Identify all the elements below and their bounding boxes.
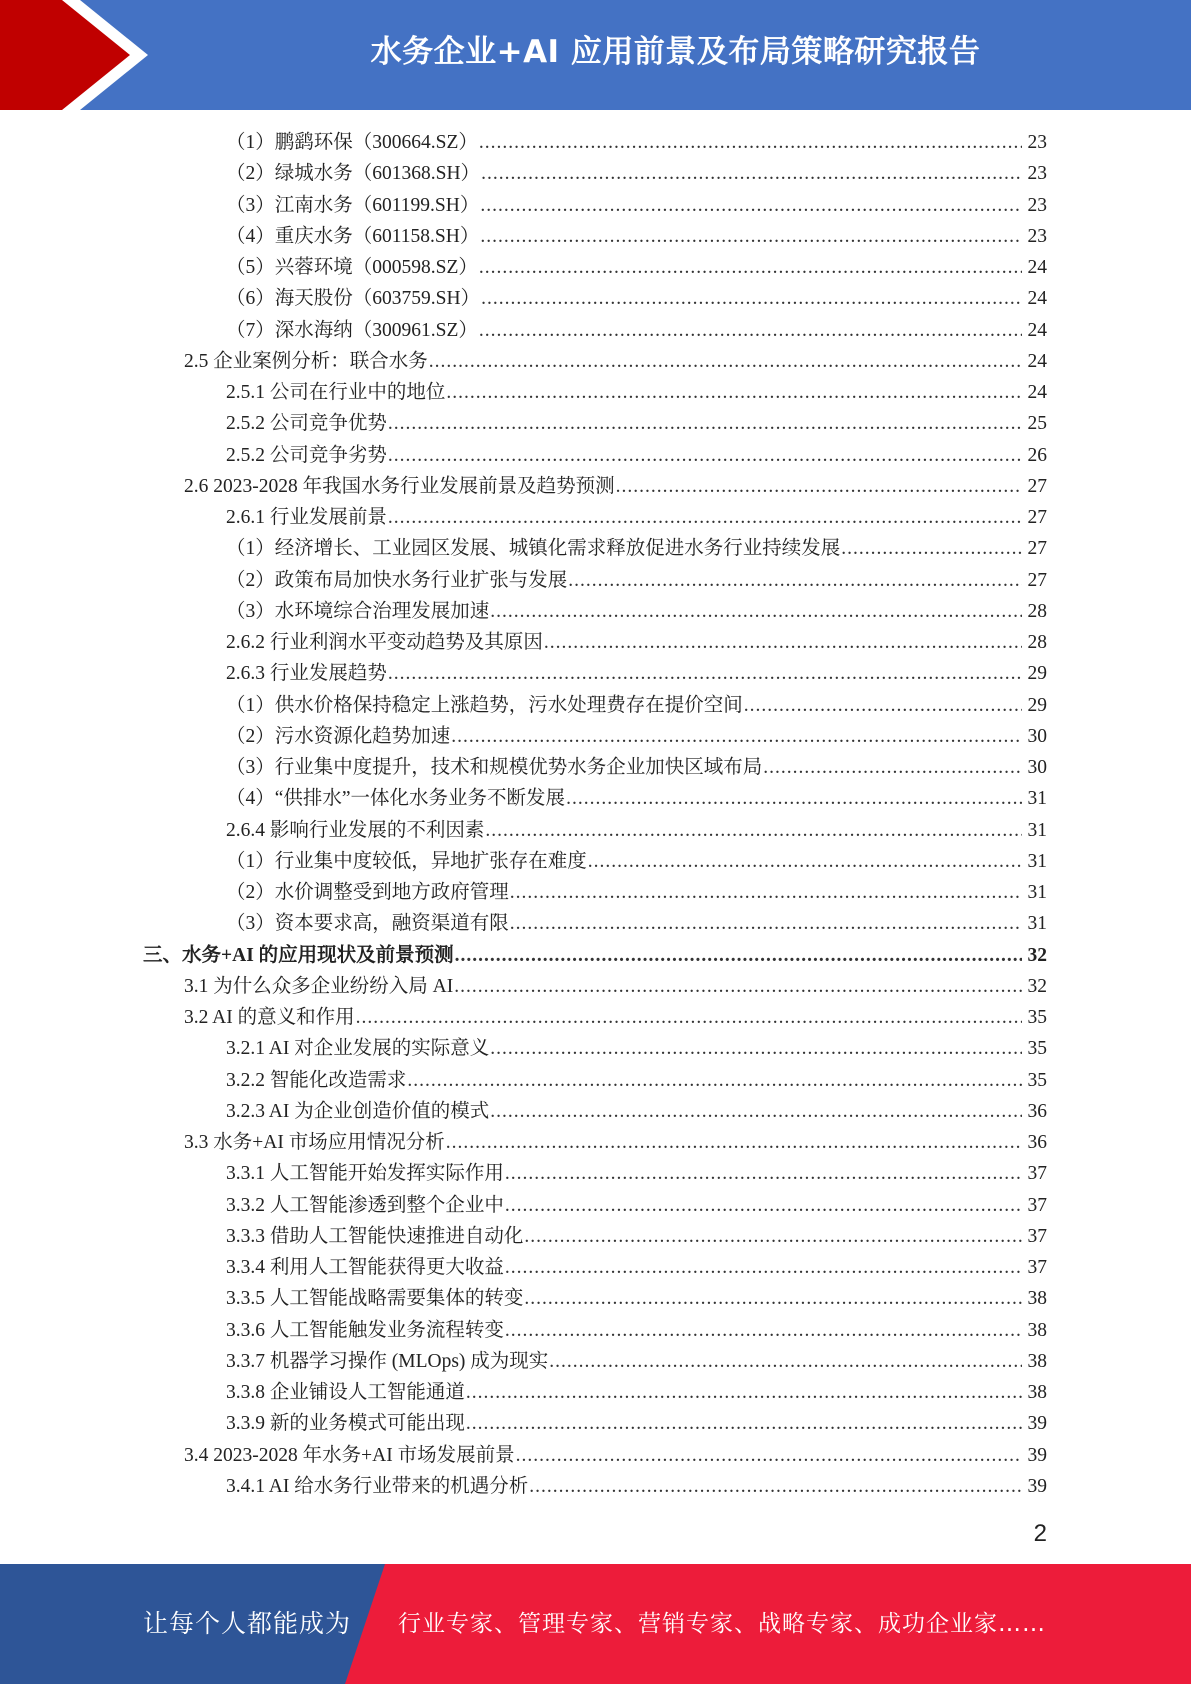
toc-entry-page: 24 [1027, 257, 1047, 278]
toc-entry-page: 37 [1027, 1194, 1047, 1216]
toc-leader-dots [505, 1158, 1022, 1189]
toc-entry-title: （1）经济增长、工业园区发展、城镇化需求释放促进水务行业持续发展 [226, 538, 841, 560]
toc-entry[interactable] [0, 1221, 1191, 1252]
toc-leader-dots [454, 971, 1022, 1002]
toc-entry-page: 39 [1027, 1413, 1047, 1435]
toc-entry-title: 2.6.2 行业利润水平变动趋势及其原因 [226, 632, 543, 653]
toc-leader-dots [480, 221, 1022, 252]
toc-leader-dots [479, 127, 1022, 158]
toc-leader-dots [505, 1252, 1022, 1283]
toc-entry-page: 38 [1027, 1382, 1047, 1403]
toc-leader-dots [388, 658, 1022, 689]
toc-leader-dots [505, 1315, 1022, 1346]
toc-entry-title: 3.4 2023-2028 年水务+AI 市场发展前景 [184, 1444, 515, 1466]
toc-entry-title: （1）供水价格保持稳定上涨趋势，污水处理费存在提价空间 [226, 694, 743, 716]
toc-entry-title: 3.2.1 AI 对企业发展的实际意义 [226, 1038, 490, 1060]
toc-entry[interactable] [0, 721, 1191, 752]
toc-entry[interactable] [0, 1065, 1191, 1096]
toc-entry[interactable] [0, 221, 1191, 252]
toc-entry-title: 2.6.4 影响行业发展的不利因素 [226, 819, 485, 841]
toc-entry-title: 3.3.5 人工智能战略需要集体的转变 [226, 1288, 524, 1310]
toc-entry-page: 37 [1027, 1225, 1047, 1247]
toc-entry-title: （1）鹏鹞环保（300664.SZ） [226, 132, 478, 153]
table-of-contents [0, 127, 1191, 1502]
toc-entry-title: 3.1 为什么众多企业纷纷入局 AI [184, 975, 454, 997]
toc-leader-dots [524, 1221, 1022, 1252]
toc-leader-dots [429, 346, 1022, 377]
toc-entry[interactable] [0, 846, 1191, 877]
toc-entry-page: 31 [1027, 819, 1047, 841]
toc-entry-page: 25 [1027, 413, 1047, 435]
toc-entry-title: 3.3.8 企业铺设人工智能通道 [226, 1382, 465, 1403]
toc-entry-title: （3）资本要求高，融资渠道有限 [226, 913, 509, 935]
toc-leader-dots [451, 721, 1022, 752]
toc-entry-title: 3.2.3 AI 为企业创造价值的模式 [226, 1100, 490, 1122]
toc-entry[interactable] [0, 502, 1191, 533]
toc-entry-title: （3）水环境综合治理发展加速 [226, 600, 490, 622]
toc-entry[interactable] [0, 1283, 1191, 1314]
toc-leader-dots [566, 783, 1022, 814]
toc-entry[interactable] [0, 877, 1191, 908]
toc-entry-title: 2.6.3 行业发展趋势 [226, 663, 387, 685]
toc-entry-page: 24 [1027, 350, 1047, 372]
toc-entry-title: 3.2 AI 的意义和作用 [184, 1007, 355, 1028]
toc-entry-page: 28 [1027, 632, 1047, 653]
toc-entry-title: （4）“供排水”一体化水务业务不断发展 [226, 788, 566, 810]
toc-leader-dots [356, 1002, 1022, 1033]
toc-entry-title: 3.3 水务+AI 市场应用情况分析 [184, 1132, 445, 1153]
toc-entry[interactable] [0, 127, 1191, 158]
toc-leader-dots [479, 252, 1022, 283]
footer-banner [0, 1564, 1191, 1684]
toc-leader-dots [568, 565, 1022, 596]
toc-leader-dots [480, 190, 1022, 221]
toc-entry-page: 23 [1027, 132, 1047, 153]
toc-entry-page: 35 [1027, 1007, 1047, 1028]
toc-entry-title: （6）海天股份（603759.SH） [226, 288, 481, 310]
toc-leader-dots [510, 877, 1022, 908]
toc-entry[interactable] [0, 283, 1191, 314]
toc-leader-dots [841, 533, 1022, 564]
toc-entry-page: 32 [1027, 944, 1047, 966]
toc-entry-page: 26 [1027, 444, 1047, 466]
toc-entry-title: 3.3.2 人工智能渗透到整个企业中 [226, 1194, 504, 1216]
toc-entry[interactable] [0, 940, 1191, 971]
toc-entry-page: 31 [1027, 850, 1047, 872]
toc-leader-dots [490, 1033, 1022, 1064]
toc-entry-page: 31 [1027, 913, 1047, 935]
toc-entry-page: 27 [1027, 538, 1047, 560]
toc-entry-page: 24 [1027, 382, 1047, 403]
toc-entry[interactable] [0, 1002, 1191, 1033]
toc-entry-page: 38 [1027, 1288, 1047, 1310]
toc-entry-title: 2.6 2023-2028 年我国水务行业发展前景及趋势预测 [184, 475, 615, 497]
toc-entry-title: 3.3.7 机器学习操作 (MLOps) 成为现实 [226, 1350, 549, 1372]
toc-entry[interactable] [0, 815, 1191, 846]
toc-entry[interactable] [0, 346, 1191, 377]
toc-entry-title: 3.3.3 借助人工智能快速推进自动化 [226, 1225, 524, 1247]
toc-entry[interactable] [0, 690, 1191, 721]
toc-entry-title: 2.5.1 公司在行业中的地位 [226, 382, 446, 403]
toc-entry-title: 3.3.9 新的业务模式可能出现 [226, 1413, 465, 1435]
toc-entry-title: （2）政策布局加快水务行业扩张与发展 [226, 569, 568, 591]
toc-entry[interactable] [0, 1377, 1191, 1408]
toc-entry[interactable] [0, 252, 1191, 283]
toc-entry[interactable] [0, 752, 1191, 783]
toc-entry-title: 3.2.2 智能化改造需求 [226, 1069, 407, 1091]
toc-entry-title: （5）兴蓉环境（000598.SZ） [226, 257, 478, 278]
toc-entry-page: 31 [1027, 788, 1047, 810]
toc-entry-page: 23 [1027, 194, 1047, 216]
toc-entry-page: 35 [1027, 1069, 1047, 1091]
toc-leader-dots [479, 315, 1022, 346]
toc-leader-dots [744, 690, 1022, 721]
toc-entry[interactable] [0, 908, 1191, 939]
toc-entry-page: 28 [1027, 600, 1047, 622]
toc-leader-dots [481, 283, 1022, 314]
toc-leader-dots [481, 158, 1022, 189]
toc-entry-title: （2）污水资源化趋势加速 [226, 725, 451, 747]
toc-leader-dots [516, 1440, 1022, 1471]
toc-entry-title: （3）江南水务（601199.SH） [226, 194, 480, 216]
toc-entry-title: 2.5.2 公司竞争优势 [226, 413, 387, 435]
toc-entry-title: 三、水务+AI 的应用现状及前景预测 [143, 944, 454, 966]
toc-entry-title: 2.5 企业案例分析：联合水务 [184, 350, 428, 372]
toc-leader-dots [510, 908, 1022, 939]
toc-entry[interactable] [0, 627, 1191, 658]
toc-leader-dots [616, 471, 1022, 502]
toc-leader-dots [490, 1096, 1022, 1127]
toc-entry-page: 37 [1027, 1163, 1047, 1185]
toc-entry[interactable] [0, 1190, 1191, 1221]
toc-leader-dots [466, 1377, 1022, 1408]
toc-entry[interactable] [0, 315, 1191, 346]
toc-entry-page: 30 [1027, 757, 1047, 778]
toc-entry-page: 29 [1027, 694, 1047, 716]
toc-entry-page: 39 [1027, 1475, 1047, 1497]
page-number: 2 [1033, 1520, 1047, 1547]
toc-entry-page: 27 [1027, 507, 1047, 528]
toc-entry-title: 2.5.2 公司竞争劣势 [226, 444, 387, 466]
toc-entry[interactable] [0, 1127, 1191, 1158]
toc-entry[interactable] [0, 1252, 1191, 1283]
footer-slogan-right: 行业专家、管理专家、营销专家、战略专家、成功企业家…… [398, 1611, 1046, 1637]
toc-entry-title: （2）绿城水务（601368.SH） [226, 163, 481, 185]
toc-entry-page: 30 [1027, 725, 1047, 747]
toc-entry-title: （1）行业集中度较低，异地扩张存在难度 [226, 850, 587, 872]
toc-entry-page: 37 [1027, 1257, 1047, 1278]
toc-entry-page: 23 [1027, 163, 1047, 185]
toc-entry-page: 38 [1027, 1350, 1047, 1372]
toc-entry[interactable] [0, 1158, 1191, 1189]
toc-leader-dots [446, 1127, 1022, 1158]
toc-entry[interactable] [0, 471, 1191, 502]
toc-entry[interactable] [0, 408, 1191, 439]
toc-leader-dots [505, 1190, 1022, 1221]
toc-entry-title: （7）深水海纳（300961.SZ） [226, 319, 478, 341]
header-banner [0, 0, 1191, 110]
toc-leader-dots [549, 1346, 1022, 1377]
toc-entry[interactable] [0, 1471, 1191, 1502]
toc-entry[interactable] [0, 190, 1191, 221]
toc-entry-page: 38 [1027, 1319, 1047, 1341]
toc-entry[interactable] [0, 1408, 1191, 1439]
toc-leader-dots [490, 596, 1022, 627]
toc-entry-title: 3.4.1 AI 给水务行业带来的机遇分析 [226, 1475, 529, 1497]
toc-leader-dots [388, 408, 1022, 439]
toc-entry-title: （4）重庆水务（601158.SH） [226, 225, 480, 247]
toc-leader-dots [446, 377, 1022, 408]
toc-entry-title: （3）行业集中度提升，技术和规模优势水务企业加快区域布局 [226, 757, 763, 778]
toc-entry-page: 32 [1027, 975, 1047, 997]
toc-entry[interactable] [0, 1096, 1191, 1127]
toc-entry[interactable] [0, 1440, 1191, 1471]
toc-entry-page: 39 [1027, 1444, 1047, 1466]
toc-entry-page: 24 [1027, 288, 1047, 310]
toc-leader-dots [524, 1283, 1022, 1314]
toc-entry[interactable] [0, 440, 1191, 471]
toc-leader-dots [407, 1065, 1022, 1096]
toc-leader-dots [529, 1471, 1022, 1502]
toc-entry-page: 36 [1027, 1100, 1047, 1122]
footer-slogan-left: 让每个人都能成为 [143, 1609, 352, 1638]
toc-entry-page: 35 [1027, 1038, 1047, 1060]
toc-leader-dots [763, 752, 1022, 783]
toc-entry[interactable] [0, 158, 1191, 189]
toc-leader-dots [485, 815, 1022, 846]
toc-leader-dots [544, 627, 1022, 658]
toc-entry-title: 3.3.1 人工智能开始发挥实际作用 [226, 1163, 504, 1185]
toc-entry[interactable] [0, 971, 1191, 1002]
toc-entry[interactable] [0, 1033, 1191, 1064]
toc-entry-page: 27 [1027, 569, 1047, 591]
toc-entry-title: 2.6.1 行业发展前景 [226, 507, 387, 528]
document-title: 水务企业+AI 应用前景及布局策略研究报告 [370, 34, 981, 70]
toc-entry-page: 29 [1027, 663, 1047, 685]
chevron-right-icon [0, 0, 150, 110]
toc-entry[interactable] [0, 1315, 1191, 1346]
toc-entry-page: 36 [1027, 1132, 1047, 1153]
toc-entry[interactable] [0, 377, 1191, 408]
toc-entry[interactable] [0, 533, 1191, 564]
toc-entry-title: 3.3.4 利用人工智能获得更大收益 [226, 1257, 504, 1278]
toc-entry-page: 31 [1027, 882, 1047, 903]
toc-entry[interactable] [0, 1346, 1191, 1377]
toc-entry[interactable] [0, 565, 1191, 596]
toc-leader-dots [388, 440, 1022, 471]
toc-leader-dots [388, 502, 1022, 533]
toc-leader-dots [455, 940, 1022, 971]
toc-entry-title: （2）水价调整受到地方政府管理 [226, 882, 509, 903]
toc-entry[interactable] [0, 596, 1191, 627]
toc-entry[interactable] [0, 658, 1191, 689]
toc-leader-dots [588, 846, 1022, 877]
toc-leader-dots [466, 1408, 1022, 1439]
toc-entry-page: 23 [1027, 225, 1047, 247]
toc-entry-title: 3.3.6 人工智能触发业务流程转变 [226, 1319, 504, 1341]
toc-entry-page: 24 [1027, 319, 1047, 341]
toc-entry-page: 27 [1027, 475, 1047, 497]
toc-entry[interactable] [0, 783, 1191, 814]
